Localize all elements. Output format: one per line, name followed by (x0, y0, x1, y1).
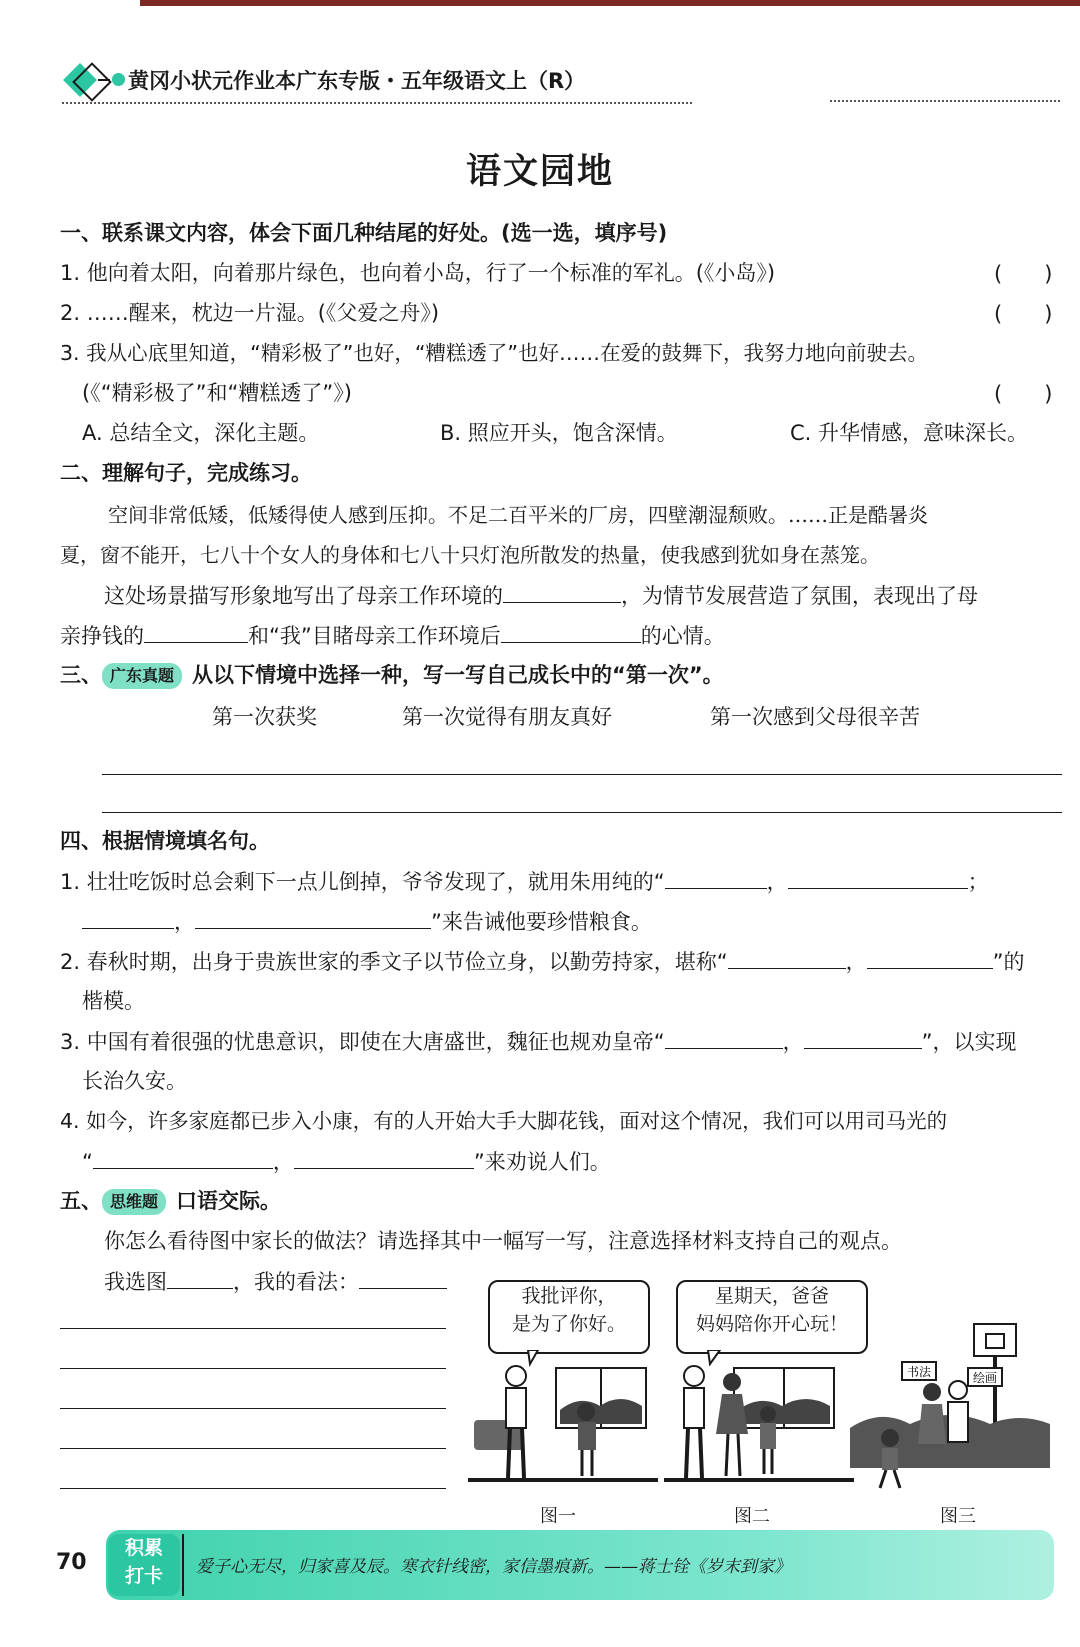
s4-blank[interactable] (93, 1146, 273, 1169)
header-divider (62, 102, 692, 104)
section5-heading: 五、 思维题 口语交际。 (60, 1189, 282, 1213)
s4-blank[interactable] (82, 906, 174, 929)
s4-question-3-cont: 长治久安。 (82, 1069, 187, 1093)
s2-question-line1: 这处场景描写形象地写出了母亲工作环境的 ，为情节发展营造了氛围，表现出了母 (104, 580, 978, 611)
section1-heading: 一、联系课文内容，体会下面几种结尾的好处。(选一选，填序号) (60, 221, 668, 245)
section4-heading: 四、根据情境填名句。 (60, 829, 270, 853)
figure3-basketball-illustration (850, 1318, 1050, 1498)
s1-option-c: C. 升华情感，意味深长。 (790, 421, 1029, 445)
s3-option-3: 第一次感到父母很辛苦 (710, 705, 920, 729)
s2-blank-2[interactable] (144, 620, 248, 643)
s4-question-1: 1. 壮壮吃饭时总会剩下一点儿倒掉，爷爷发现了，就用朱用纯的“ ， ； (60, 866, 989, 897)
s4-blank[interactable] (665, 1026, 783, 1049)
s1-question-3: 3. 我从心底里知道，“精彩极了”也好，“糟糕透了”也好……在爱的鼓舞下，我努力地向前驶去。 (60, 341, 929, 365)
speech-bubble-2: 星期天，爸爸 妈妈陪你开心玩！ (676, 1280, 868, 1354)
page-number: 70 (56, 1550, 87, 1575)
s5-blank-figure[interactable] (167, 1266, 233, 1289)
section2-heading: 二、理解句子，完成练习。 (60, 461, 312, 485)
diamond-logo-icon (62, 62, 122, 98)
figure1-caption: 图一 (540, 1506, 576, 1527)
page-title: 语文园地 (465, 151, 614, 192)
sign-painting-text: 绘画 (972, 1371, 998, 1385)
s4-blank[interactable] (728, 946, 846, 969)
s3-option-2: 第一次觉得有朋友真好 (402, 705, 612, 729)
s4-blank[interactable] (195, 906, 431, 929)
s4-question-4: 4. 如今，许多家庭都已步入小康，有的人开始大手大脚花钱，面对这个情况，我们可以用司马光的 (60, 1109, 948, 1133)
running-header (62, 62, 585, 98)
s4-question-2: 2. 春秋时期，出身于贵族世家的季文子以节俭立身，以勤劳持家，堪称“ ， ”的 (60, 946, 1024, 977)
s4-question-3: 3. 中国有着很强的忧患意识，即使在大唐盛世，魏征也规劝皇帝“ ， ”，以实现 (60, 1026, 1016, 1057)
s2-passage-line1: 空间非常低矮，低矮得使人感到压抑。不足二百平米的厂房，四壁潮湿颓败。……正是酷暑炎 (108, 503, 928, 527)
s4-blank[interactable] (804, 1026, 922, 1049)
header-divider (830, 100, 1060, 102)
s5-writing-line[interactable] (60, 1488, 446, 1489)
s5-prompt: 你怎么看待图中家长的做法？请选择其中一幅写一写，注意选择材料支持自己的观点。 (104, 1229, 902, 1253)
s5-blank-opinion[interactable] (359, 1266, 447, 1289)
s2-blank-3[interactable] (501, 620, 641, 643)
s1-answer-paren-3[interactable]: ( ) (994, 382, 1053, 406)
s4-blank[interactable] (294, 1146, 474, 1169)
s4-question-4-cont: “ ， ”来劝说人们。 (82, 1146, 611, 1177)
s3-writing-line[interactable] (102, 774, 1062, 775)
s5-writing-line[interactable] (60, 1328, 446, 1329)
figure2-caption: 图二 (734, 1506, 770, 1527)
s4-question-2-cont: 楷模。 (82, 989, 145, 1013)
s2-passage-line2: 夏，窗不能开，七八十个女人的身体和七八十只灯泡所散发的热量，使我感到犹如身在蒸笼。 (60, 543, 880, 567)
s5-writing-line[interactable] (60, 1448, 446, 1449)
s5-writing-line[interactable] (60, 1408, 446, 1409)
s5-choose: 我选图 ，我的看法： (104, 1266, 447, 1297)
s1-option-a: A. 总结全文，深化主题。 (82, 421, 320, 445)
footer-divider (182, 1534, 184, 1596)
s4-question-1-cont: ， ”来告诫他要珍惜粮食。 (82, 906, 652, 937)
s1-question-1: 1. 他向着太阳，向着那片绿色，也向着小岛，行了一个标准的军礼。(《小岛》) (60, 261, 776, 285)
thinking-tag: 思维题 (102, 1189, 166, 1215)
s1-answer-paren-1[interactable]: ( ) (994, 262, 1053, 286)
top-border (140, 0, 1080, 6)
s5-writing-line[interactable] (60, 1368, 446, 1369)
header-text: 黄冈小状元作业本广东专版・五年级语文上（R） (128, 69, 586, 93)
figure3-caption: 图三 (940, 1506, 976, 1527)
s3-option-1: 第一次获奖 (212, 705, 317, 729)
guangdong-tag: 广东真题 (102, 663, 182, 689)
section3-heading: 三、 广东真题 从以下情境中选择一种，写一写自己成长中的“第一次”。 (60, 663, 724, 687)
s2-question-line2: 亲挣钱的 和“我”目睹母亲工作环境后 的心情。 (60, 620, 725, 651)
sign-calligraphy-text: 书法 (906, 1365, 932, 1379)
footer-label-box: 积累 打卡 (108, 1534, 180, 1596)
speech-bubble-1: 我批评你， 是为了你好。 (488, 1280, 650, 1354)
s1-option-b: B. 照应开头，饱含深情。 (440, 421, 678, 445)
s3-writing-line[interactable] (102, 812, 1062, 813)
s1-question-3-source: (《“精彩极了”和“糟糕透了”》) (82, 381, 352, 405)
footer-quote: 爱子心无尽，归家喜及辰。寒衣针线密，家信墨痕新。——蒋士铨《岁末到家》 (196, 1557, 791, 1577)
s1-question-2: 2. ……醒来，枕边一片湿。(《父爱之舟》) (60, 301, 440, 325)
s2-blank-1[interactable] (503, 580, 621, 603)
figure1-scolding-illustration (468, 1350, 658, 1490)
s4-blank[interactable] (867, 946, 993, 969)
s4-blank[interactable] (665, 866, 767, 889)
s4-blank[interactable] (788, 866, 968, 889)
s1-answer-paren-2[interactable]: ( ) (994, 302, 1053, 326)
figure2-family-illustration (664, 1350, 854, 1490)
